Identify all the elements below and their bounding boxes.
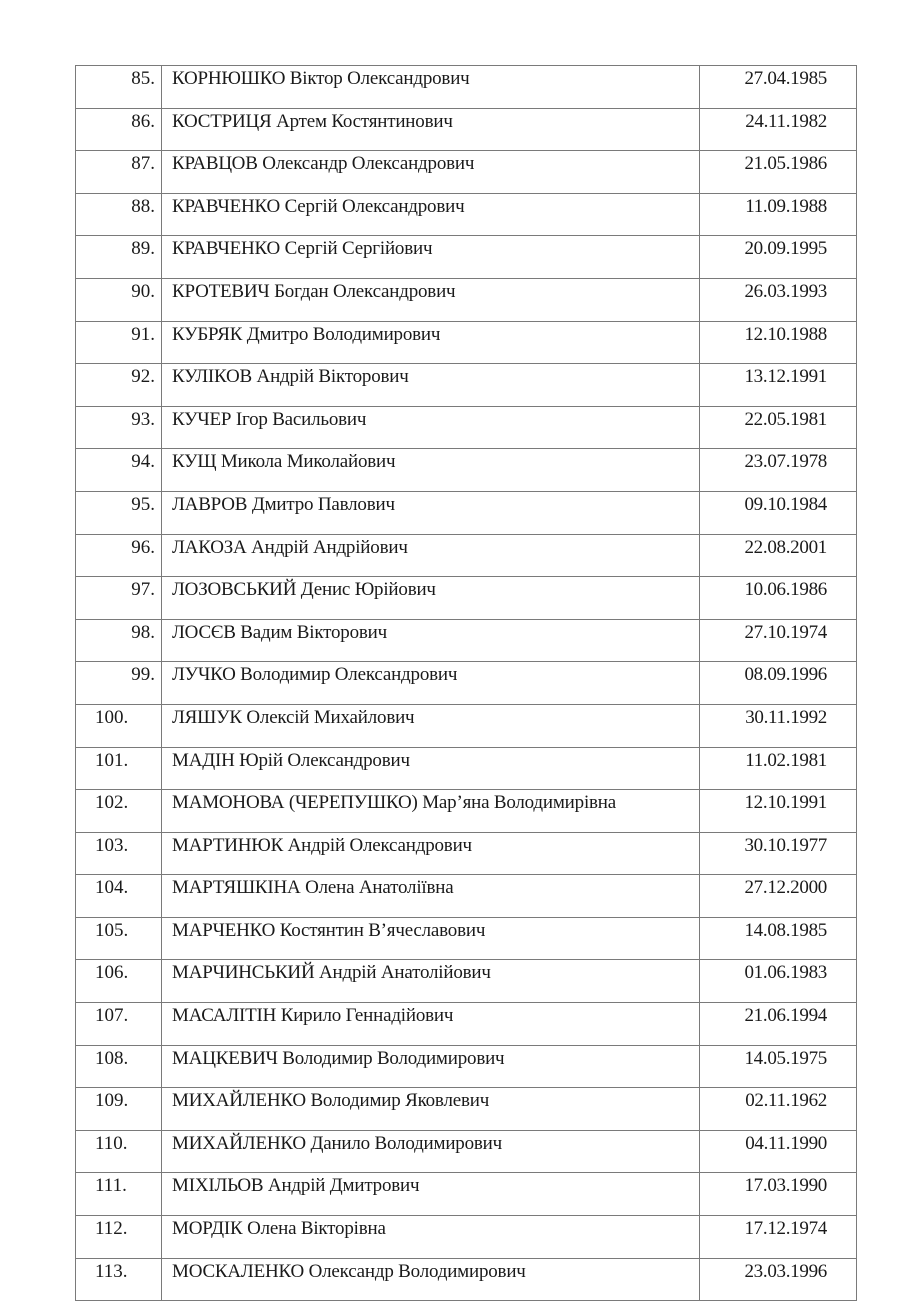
birth-date: 22.05.1981: [700, 406, 857, 449]
table-row: [76, 960, 857, 1003]
table-row: [76, 1173, 857, 1216]
row-number: 92.: [76, 364, 162, 407]
table-row: [76, 1216, 857, 1259]
birth-date: 17.12.1974: [700, 1216, 857, 1259]
person-name: МОСКАЛЕНКО Олександр Володимирович: [162, 1258, 700, 1301]
birth-date: 23.07.1978: [700, 449, 857, 492]
table-row: [76, 832, 857, 875]
birth-date: 21.05.1986: [700, 151, 857, 194]
person-name: КУЩ Микола Миколайович: [162, 449, 700, 492]
row-number: 86.: [76, 108, 162, 151]
row-number: 110.: [76, 1130, 162, 1173]
table-row: [76, 449, 857, 492]
birth-date: 11.02.1981: [700, 747, 857, 790]
birth-date: 01.06.1983: [700, 960, 857, 1003]
birth-date: 27.10.1974: [700, 619, 857, 662]
table-row: [76, 151, 857, 194]
birth-date: 11.09.1988: [700, 193, 857, 236]
person-name: КРОТЕВИЧ Богдан Олександрович: [162, 278, 700, 321]
table-row: [76, 278, 857, 321]
person-name: МАМОНОВА (ЧЕРЕПУШКО) Мар’яна Володимирівна: [162, 790, 700, 833]
person-name: МАРЧЕНКО Костянтин В’ячеславович: [162, 917, 700, 960]
row-number: 111.: [76, 1173, 162, 1216]
row-number: 106.: [76, 960, 162, 1003]
birth-date: 08.09.1996: [700, 662, 857, 705]
table-row: [76, 1130, 857, 1173]
table-row: [76, 577, 857, 620]
row-number: 105.: [76, 917, 162, 960]
birth-date: 04.11.1990: [700, 1130, 857, 1173]
person-name: МИХАЙЛЕНКО Данило Володимирович: [162, 1130, 700, 1173]
table-row: [76, 747, 857, 790]
person-name: КУБРЯК Дмитро Володимирович: [162, 321, 700, 364]
person-name: МАРТЯШКІНА Олена Анатоліївна: [162, 875, 700, 918]
person-name: ЛУЧКО Володимир Олександрович: [162, 662, 700, 705]
row-number: 88.: [76, 193, 162, 236]
person-name: МІХІЛЬОВ Андрій Дмитрович: [162, 1173, 700, 1216]
row-number: 85.: [76, 66, 162, 109]
person-name: ЛАКОЗА Андрій Андрійович: [162, 534, 700, 577]
table-row: [76, 66, 857, 109]
table-row: [76, 108, 857, 151]
row-number: 91.: [76, 321, 162, 364]
name-list-body: [76, 66, 857, 1301]
birth-date: 24.11.1982: [700, 108, 857, 151]
person-name: МОРДІК Олена Вікторівна: [162, 1216, 700, 1259]
birth-date: 12.10.1991: [700, 790, 857, 833]
table-row: [76, 1258, 857, 1301]
birth-date: 09.10.1984: [700, 491, 857, 534]
person-name: МАРЧИНСЬКИЙ Андрій Анатолійович: [162, 960, 700, 1003]
row-number: 108.: [76, 1045, 162, 1088]
table-row: [76, 236, 857, 279]
birth-date: 17.03.1990: [700, 1173, 857, 1216]
table-row: [76, 875, 857, 918]
birth-date: 30.10.1977: [700, 832, 857, 875]
table-row: [76, 364, 857, 407]
row-number: 89.: [76, 236, 162, 279]
row-number: 97.: [76, 577, 162, 620]
birth-date: 14.05.1975: [700, 1045, 857, 1088]
table-row: [76, 1003, 857, 1046]
row-number: 98.: [76, 619, 162, 662]
row-number: 102.: [76, 790, 162, 833]
table-row: [76, 534, 857, 577]
table-row: [76, 491, 857, 534]
row-number: 109.: [76, 1088, 162, 1131]
name-list-table: [75, 65, 857, 1301]
person-name: МАСАЛІТІН Кирило Геннадійович: [162, 1003, 700, 1046]
row-number: 103.: [76, 832, 162, 875]
table-row: [76, 1088, 857, 1131]
row-number: 93.: [76, 406, 162, 449]
table-row: [76, 619, 857, 662]
table-row: [76, 406, 857, 449]
row-number: 87.: [76, 151, 162, 194]
row-number: 101.: [76, 747, 162, 790]
row-number: 100.: [76, 704, 162, 747]
row-number: 107.: [76, 1003, 162, 1046]
person-name: КОСТРИЦЯ Артем Костянтинович: [162, 108, 700, 151]
table-row: [76, 321, 857, 364]
person-name: ЛАВРОВ Дмитро Павлович: [162, 491, 700, 534]
row-number: 99.: [76, 662, 162, 705]
person-name: МАДІН Юрій Олександрович: [162, 747, 700, 790]
table-row: [76, 790, 857, 833]
person-name: КУЧЕР Ігор Васильович: [162, 406, 700, 449]
row-number: 96.: [76, 534, 162, 577]
person-name: МАЦКЕВИЧ Володимир Володимирович: [162, 1045, 700, 1088]
birth-date: 26.03.1993: [700, 278, 857, 321]
birth-date: 20.09.1995: [700, 236, 857, 279]
person-name: КУЛІКОВ Андрій Вікторович: [162, 364, 700, 407]
birth-date: 30.11.1992: [700, 704, 857, 747]
row-number: 90.: [76, 278, 162, 321]
person-name: КРАВЦОВ Олександр Олександрович: [162, 151, 700, 194]
birth-date: 14.08.1985: [700, 917, 857, 960]
row-number: 95.: [76, 491, 162, 534]
person-name: КРАВЧЕНКО Сергій Сергійович: [162, 236, 700, 279]
person-name: ЛОЗОВСЬКИЙ Денис Юрійович: [162, 577, 700, 620]
person-name: КРАВЧЕНКО Сергій Олександрович: [162, 193, 700, 236]
birth-date: 27.12.2000: [700, 875, 857, 918]
birth-date: 02.11.1962: [700, 1088, 857, 1131]
birth-date: 21.06.1994: [700, 1003, 857, 1046]
person-name: ЛОСЄВ Вадим Вікторович: [162, 619, 700, 662]
table-row: [76, 704, 857, 747]
birth-date: 23.03.1996: [700, 1258, 857, 1301]
table-row: [76, 1045, 857, 1088]
row-number: 94.: [76, 449, 162, 492]
person-name: МИХАЙЛЕНКО Володимир Яковлевич: [162, 1088, 700, 1131]
birth-date: 12.10.1988: [700, 321, 857, 364]
person-name: ЛЯШУК Олексій Михайлович: [162, 704, 700, 747]
row-number: 112.: [76, 1216, 162, 1259]
table-row: [76, 662, 857, 705]
person-name: КОРНЮШКО Віктор Олександрович: [162, 66, 700, 109]
birth-date: 22.08.2001: [700, 534, 857, 577]
birth-date: 27.04.1985: [700, 66, 857, 109]
table-row: [76, 917, 857, 960]
row-number: 104.: [76, 875, 162, 918]
person-name: МАРТИНЮК Андрій Олександрович: [162, 832, 700, 875]
row-number: 113.: [76, 1258, 162, 1301]
birth-date: 13.12.1991: [700, 364, 857, 407]
table-row: [76, 193, 857, 236]
birth-date: 10.06.1986: [700, 577, 857, 620]
